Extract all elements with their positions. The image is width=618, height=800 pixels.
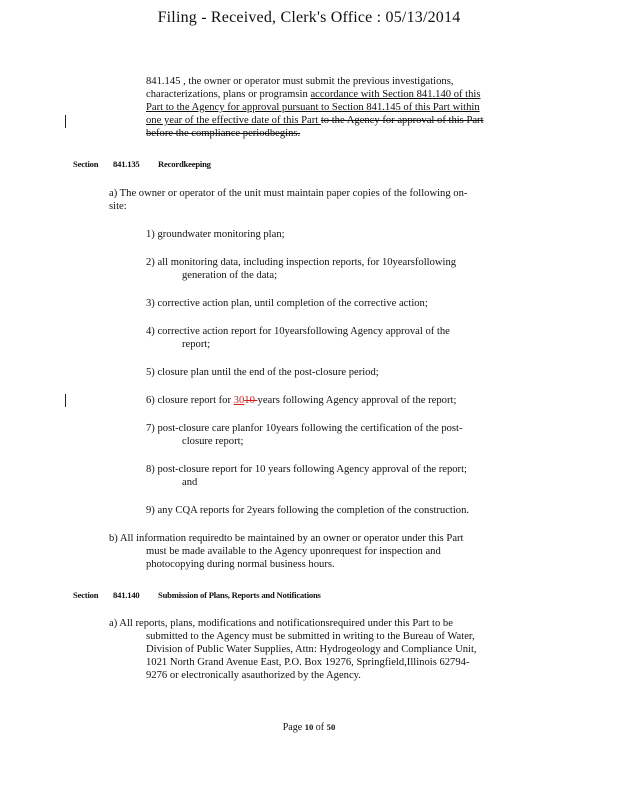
section-140-a-line-4: 1021 North Grand Avenue East, P.O. Box 19276, Springfield,Illinois 62794- [146, 657, 470, 668]
list-item-9: 9) any CQA reports for 2years following the completion of the construction. [146, 505, 470, 516]
inserted-number: 30 [233, 395, 245, 406]
change-bar [65, 394, 66, 407]
deleted-text-line-5: before the compliance periodbegins. [146, 128, 301, 139]
of-word: of [315, 722, 325, 733]
deleted-text-line-4: to the Agency for approval of this Part [320, 115, 484, 126]
list-item-6-end: years following Agency approval of the report; [257, 395, 457, 406]
deleted-number: 10 [244, 395, 258, 406]
page-word: Page [282, 722, 303, 733]
section-135-label: Section [73, 159, 99, 169]
list-item-8-cont: and [182, 477, 198, 488]
section-140-a-line-2: submitted to the Agency must be submitted in writing to the Bureau of Water, [146, 631, 475, 642]
section-140-a-line-1: a) All reports, plans, modifications and notificationsrequired under this Part to be [109, 618, 453, 629]
continuation-line-2-plain: characterizations, plans or programsin [146, 89, 311, 100]
continuation-line-2 [146, 88, 480, 101]
inserted-text-line-3: Part to the Agency for approval pursuant to Section 841.145 of this Part within [146, 102, 480, 113]
continuation-line-4 [146, 114, 484, 127]
section-135-number: 841.135 [113, 159, 140, 169]
list-item-8: 8) post-closure report for 10 years following Agency approval of the report; [146, 464, 467, 475]
list-item-2: 2) all monitoring data, including inspection reports, for 10yearsfollowing [146, 257, 457, 268]
inserted-text-line-4: one year of the effective date of this Part [146, 115, 321, 126]
list-item-6-start: 6) closure report for [146, 395, 234, 406]
list-item-1: 1) groundwater monitoring plan; [146, 229, 285, 240]
section-140-title: Submission of Plans, Reports and Notifications [158, 590, 321, 600]
list-item-6 [146, 394, 456, 407]
section-135-b-line-3: photocopying during normal business hours. [146, 559, 335, 570]
section-135-b-line-1: b) All information requiredto be maintained by an owner or operator under this Part [109, 533, 464, 544]
change-bar [65, 115, 66, 128]
section-135-b-line-2: must be made available to the Agency uponrequest for inspection and [146, 546, 441, 557]
continuation-line-1: 841.145 , the owner or operator must submit the previous investigations, [146, 76, 454, 87]
page-total: 50 [326, 722, 336, 732]
list-item-5: 5) closure plan until the end of the post-closure period; [146, 367, 379, 378]
section-135-a-line-1: a) The owner or operator of the unit must maintain paper copies of the following on- [109, 188, 468, 199]
list-item-4: 4) corrective action report for 10yearsfollowing Agency approval of the [146, 326, 450, 337]
section-140-a-line-3: Division of Public Water Supplies, Attn: Hydrogeology and Compliance Unit, [146, 644, 477, 655]
list-item-2-cont: generation of the data; [182, 270, 278, 281]
page-number: 10 [304, 722, 314, 732]
section-140-a-line-5: 9276 or electronically asauthorized by the Agency. [146, 670, 361, 681]
list-item-4-cont: report; [182, 339, 211, 350]
filing-header: Filing - Received, Clerk's Office : 05/13/2014 [157, 9, 461, 26]
list-item-7-cont: closure report; [182, 436, 244, 447]
inserted-text: accordance with Section 841.140 of this [310, 89, 481, 100]
list-item-3: 3) corrective action plan, until completion of the corrective action; [146, 298, 428, 309]
section-135-a-line-2: site: [109, 201, 127, 212]
page-footer [0, 722, 618, 733]
section-135-title: Recordkeeping [158, 159, 211, 169]
section-140-label: Section [73, 590, 99, 600]
list-item-7: 7) post-closure care planfor 10years following the certification of the post- [146, 423, 463, 434]
section-140-number: 841.140 [113, 590, 140, 600]
